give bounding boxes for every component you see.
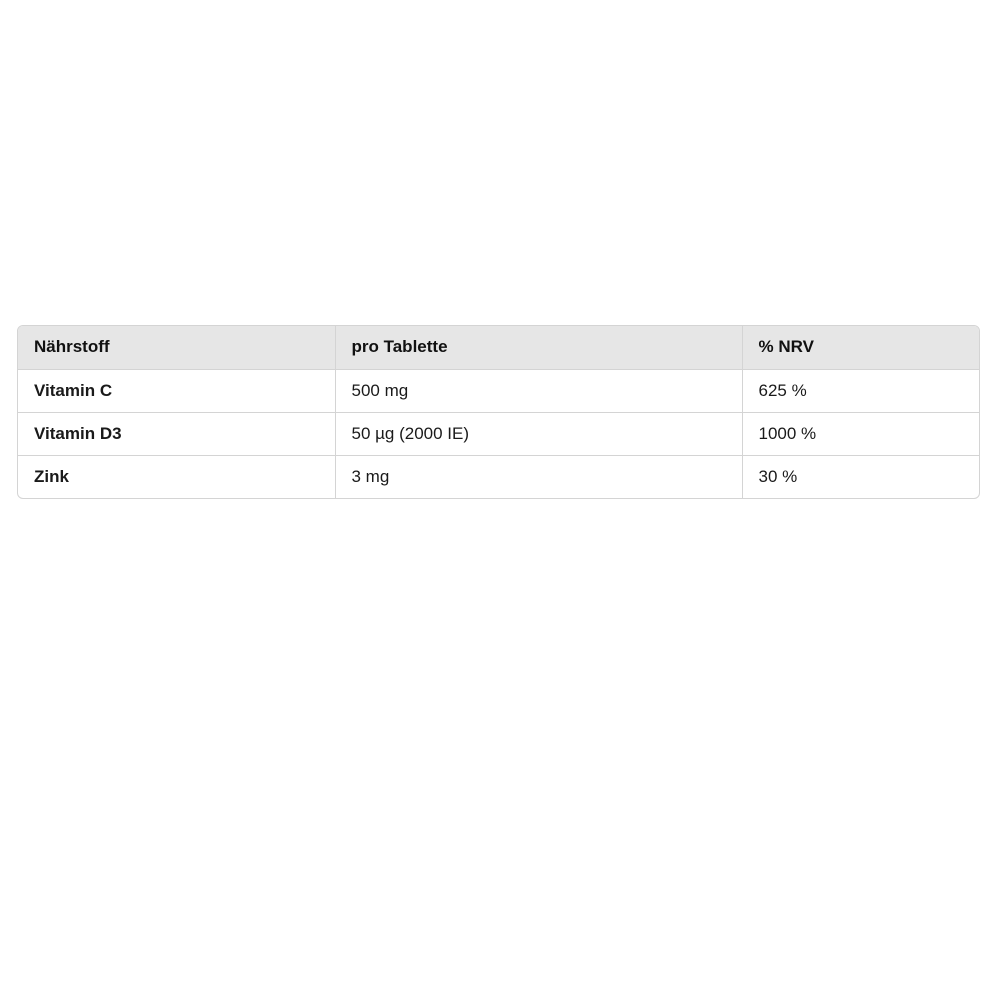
table-row (18, 412, 979, 455)
table-body (18, 369, 979, 498)
header-pro-tablette: pro Tablette (335, 326, 742, 369)
cell-pro-tablette: 500 mg (335, 369, 742, 412)
cell-nrv: 625 % (742, 369, 979, 412)
cell-pro-tablette: 3 mg (335, 455, 742, 498)
table-header (18, 326, 979, 369)
cell-nrv: 30 % (758, 466, 798, 486)
table-row (18, 369, 979, 412)
table-header-row (18, 326, 979, 369)
cell-pro-tablette: 50 µg (2000 IE) (335, 412, 742, 455)
nutrient-table-container (17, 325, 980, 499)
cell-nrv: 1000 % (742, 412, 979, 455)
cell-naehrstoff: Zink (18, 455, 335, 498)
cell-naehrstoff: Vitamin D3 (18, 412, 335, 455)
header-naehrstoff: Nährstoff (18, 326, 335, 369)
table-row (18, 455, 979, 498)
header-nrv: % NRV (742, 326, 979, 369)
cell-naehrstoff: Vitamin C (18, 369, 335, 412)
nutrient-table (18, 326, 979, 498)
